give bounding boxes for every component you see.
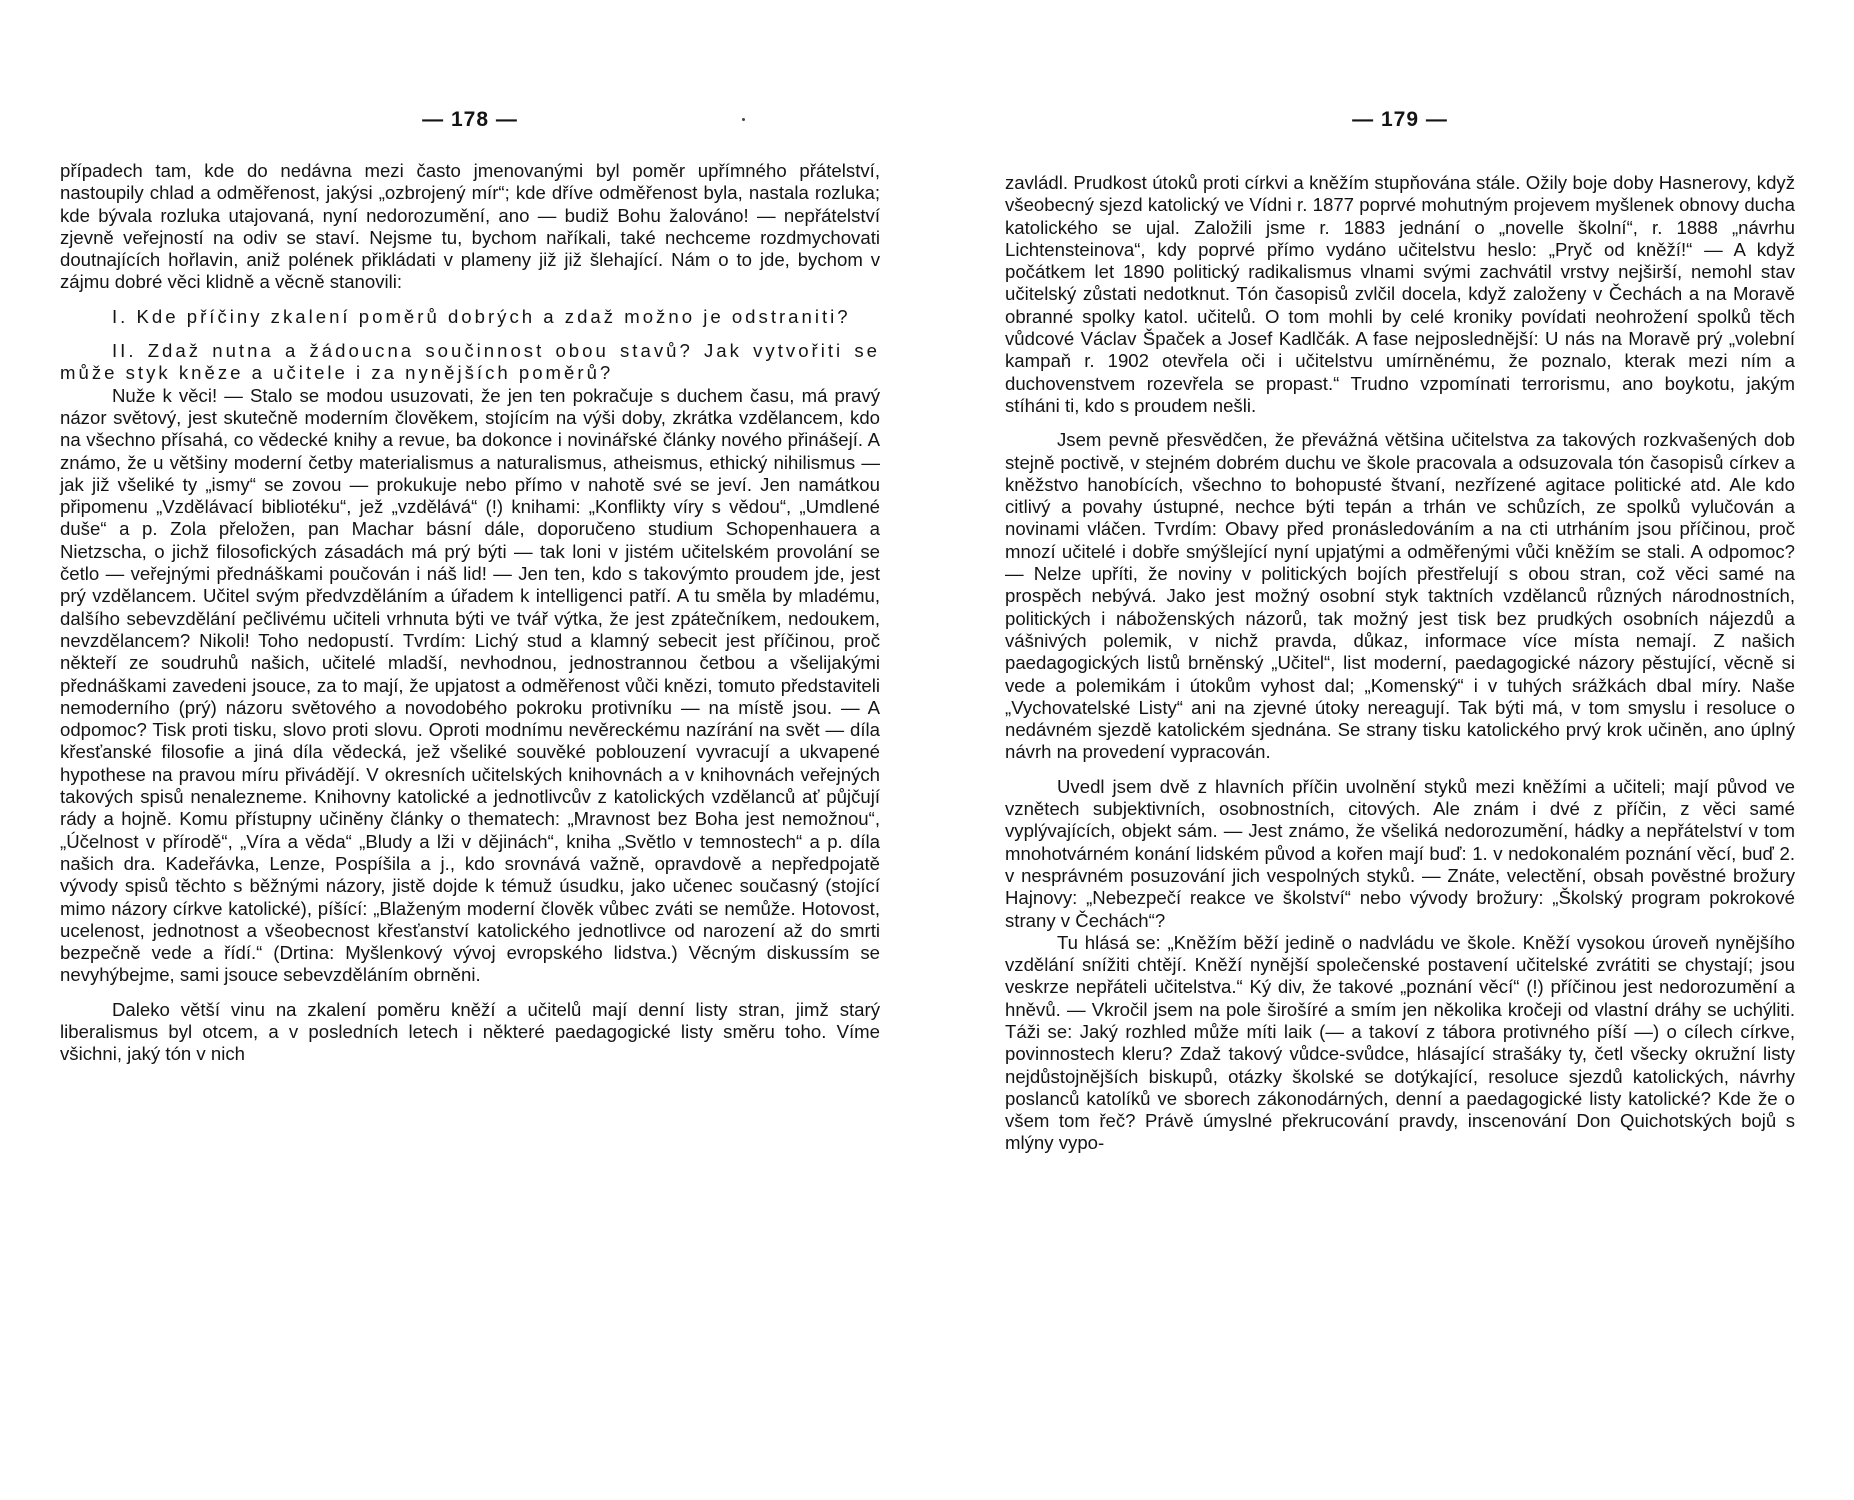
paragraph: Tu hlásá se: „Kněžím běží jedině o nadvládu ve škole. Kněží vysokou úroveň nynějšího vzdělání snížiti chtějí. Kněží nynější společenské postavení učitelské zvrátiti se chystají; jsou veskrze nepřáteli učitelstva.“ Ký div, že takové „poznání věcí“ (!) příčinou jest nedorozumění a hněvů. — Vkročil jsem na pole širošíré a smím jen několika kročeji od vlastní dráhy se uchýliti. Táži se: Jaký rozhled může míti laik (— a takoví z tábora protivného píší —) o cílech církve, povinnostech kleru? Zdaž takový vůdce-svůdce, hlásající strašáky ty, četl všecky okružní listy nejdůstojnějších biskupů, otázky školské se dotýkající, resoluce sjezdů katolických, návrhy poslanců katolíků ve sborech zákonodárných, denní a paedagogické listy katolické? Kde že o všem tom řeč? Právě úmyslné překrucování pravdy, inscenování Don Quichotských bojů s mlýny vypo- [1005,931,1795,1154]
left-page [60,0,880,1500]
paragraph: zavládl. Prudkost útoků proti církvi a kněžím stupňována stále. Ožily boje doby Hasnerovy, když všeobecný sjezd katolický ve Vídni r. 1877 poprvé mohutným projevem myšlenek obnovy ducha katolického se ujal. Založili jsme r. 1883 jednání o „novelle školní“, r. 1888 „návrhu Lichtensteinova“, kdy poprvé přímo vydáno učitelstvu heslo: „Pryč od kněží!“ — A když počátkem let 1890 politický radikalismus vlnami svými zachvátil vrstvy nejširší, nemohl stav učitelský zůstati nedotknut. Tón časopisů zvlčil docela, když založeny v Čechách a na Moravě obranné spolky katol. učitelů. O tom mohli by celé kroniky povídati neohrožení spolků těch vůdcové Václav Špaček a Josef Kadlčák. A fase nejposlednější: U nás na Moravě prý „volební kampaň r. 1902 otevřela oči i učitelstvu umírněnému, že poznalo, kterak mezi ním a duchovenstvem rozevřela se propast.“ Trudno vzpomínati terrorismu, ano boykotu, jakým stíháni ti, kdo s proudem nešli. [1005,172,1795,416]
print-speck [742,118,745,121]
page-number-left: — 178 — [422,108,518,131]
right-page-text [1005,172,1795,1155]
question-one: I. Kde příčiny zkalení poměrů dobrých a zdaž možno je odstraniti? [112,305,851,327]
left-page-text [60,160,880,1066]
paragraph: případech tam, kde do nedávna mezi často jmenovanými byl poměr upřímného přátelství, nastoupily chlad a odměřenost, jakýsi „ozbrojený mír“; kde dříve odměřenost byla, nastala rozluka; kde bývala rozluka utajovaná, nyní nedorozumění, ano — budiž Bohu žalováno! — nepřátelství zjevně veřejností na odiv se staví. Nejsme tu, bychom naříkali, také nechceme rozdmychovati doutnajících hořlavin, aniž polének přikládati v plameny již již šlehající. Nám o to jde, bychom v zájmu dobré věci klidně a věcně stanovili: [60,160,880,293]
paragraph: Jsem pevně přesvědčen, že převážná většina učitelstva za takových rozkvašených dob stejně poctivě, v stejném dobrém duchu ve škole pracovala a odsuzovala tón časopisů církev a kněžstvo hanobících, všechno to bohopusté štvaní, nezřízené agitace politické atd. Ale kdo citlivý a povahy ústupné, nechce býti tepán a trhán ve schůzích, ze spolků vylučován a novinami vláčen. Tvrdím: Obavy před pronásledováním a na cti utrháním jsou příčinou, proč mnozí učitelé i dobře smýšlející nyní upjatými a odměřenými vůči kněžím se stali. A odpomoc? — Nelze upříti, že noviny v politických bojích přestřelují s obou stran, což věci samé na prospěch nebývá. Jako jest možný osobní styk taktních vzdělanců různých národnostních, politických i náboženských názorů, tak možný jest tisk bez prudkých osobních nájezdů a vášnivých polemik, v nichž pravda, důkaz, informace více místa nemají. Z našich paedagogických listů brněnský „Učitel“, list moderní, paedagogické názory pěstující, věcně si vede a polemikám i útokům vyhost dal; „Komenský“ i v tuhých srážkách dbal míry. Naše „Vychovatelské Listy“ ani na zjevné útoky nereagují. Tak býti má, v tom smyslu i resoluce o nedávném sjezdě katolickém sjednána. Se strany tisku katolického prvý krok učiněn, ano úplný návrh na provedení vypracován. [1005,429,1795,763]
question-two: II. Zdaž nutna a žádoucna součinnost obou stavů? Jak vytvořiti se může styk kněze a učitele i za nynějších poměrů? [60,340,880,384]
paragraph: Nuže k věci! — Stalo se modou usuzovati, že jen ten pokračuje s duchem času, má pravý názor světový, jest skutečně moderním člověkem, stojícím na výši doby, zkrátka vzdělancem, kdo na všechno přísahá, co vědecké knihy a revue, ba dokonce i novinářské články nového přinášejí. A známo, že u většiny moderní četby materialismus a naturalismus, atheismus, ethický nihilismus — jak již všeliké ty „ismy“ se zovou — prokukuje nebo přímo v nahotě své se jeví. Jen namátkou připomenu „Vzdělávací bibliotéku“, jež „vzdělává“ (!) knihami: „Konflikty víry s vědou“, „Umdlené duše“ a p. Zola přeložen, pan Machar básní dále, doporučeno studium Schopenhauera a Nietzscha, o jichž filosofických zásadách má prý býti — tak loni v jistém učitelském provolání se četlo — veřejnými přednáškami poučován i náš lid! — Jen ten, kdo s takovýmto proudem jde, jest prý vzdělancem. Učitel svým předvzděláním a úřadem k intelligenci patří. A tu směla by mladému, dalšího sebevzdělání pečlivému učiteli vrhnuta býti ve tvář výtka, že jest zpátečníkem, nedoukem, nevzdělancem? Nikoli! Toho nedopustí. Tvrdím: Lichý stud a klamný sebecit jest příčinou, proč někteří ze soudruhů našich, učitelé mladší, nevhodnou, jednostrannou četbou a všelijakými přednáškami zavedeni jsouce, za to mají, že upjatost a odměřenost vůči knězi, tomuto představiteli nemoderního (prý) názoru světového a novodobého pokroku protivníku — na místě jsou. — A odpomoc? Tisk proti tisku, slovo proti slovu. Oproti modnímu nevěreckému nazírání na svět — díla křesťanské filosofie a jiná díla vědecká, jež všeliké souvěké poblouzení vyvracují a ukvapené hypothese na pravou míru přivádějí. V okresních učitelských knihovnách a v knihovnách veřejných takových spisů nenalezneme. Knihovny katolické a jednotlivcův z katolických vzdělanců ať půjčují rády a hojně. Komu přístupny učiněny články o thematech: „Mravnost bez Boha jest nemožnou“, „Účelnost v přírodě“, „Víra a věda“ „Bludy a lži v dějinách“, kniha „Světlo v temnostech“ a p. díla našich dra. Kadeřávka, Lenze, Pospíšila a j., kdo srovnává važně, opravdově a nepředpojatě vývody spisů těchto s běžnými názory, jistě dojde k témuž úsudku, jako učenec současný (stojící mimo názory církve katolické), píšící: „Blaženým moderní člověk vůbec zváti se nemůže. Hotovost, ucelenost, jednotnost a všeobecnost křesťanství katolického jednotlivce od narození až do smrti bezpečně vede a řídí.“ (Drtina: Myšlenkový vývoj evropského lidstva.) Věcným diskussím se nevyhýbejme, sami jsouce sebevzděláním obrněni. [60,384,880,986]
right-page [1005,0,1795,1500]
paragraph: Uvedl jsem dvě z hlavních příčin uvolnění styků mezi kněžími a učiteli; mají původ ve vznětech subjektivních, osobnostních, citových. Ale znám i dvé z příčin, z věci samé vyplývajících, objekt sám. — Jest známo, že všeliká nedorozumění, hádky a nepřátelství v tom mnohotvárném konání lidském původ a kořen mají buď: 1. v nedokonalém poznání věcí, buď 2. v nesprávném posuzování jich vespolných styků. — Znáte, velectění, obsah pověstné brožury Hajnovy: „Nebezpečí reakce ve školství“ nebo vývody brožury: „Školský program pokrokové strany v Čechách“? [1005,775,1795,931]
paragraph: Daleko větší vinu na zkalení poměru kněží a učitelů mají denní listy stran, jimž starý liberalismus byl otcem, a v posledních letech i některé paedagogické listy směru toho. Víme všichni, jaký tón v nich [60,998,880,1065]
page-number-right: — 179 — [1352,108,1448,131]
